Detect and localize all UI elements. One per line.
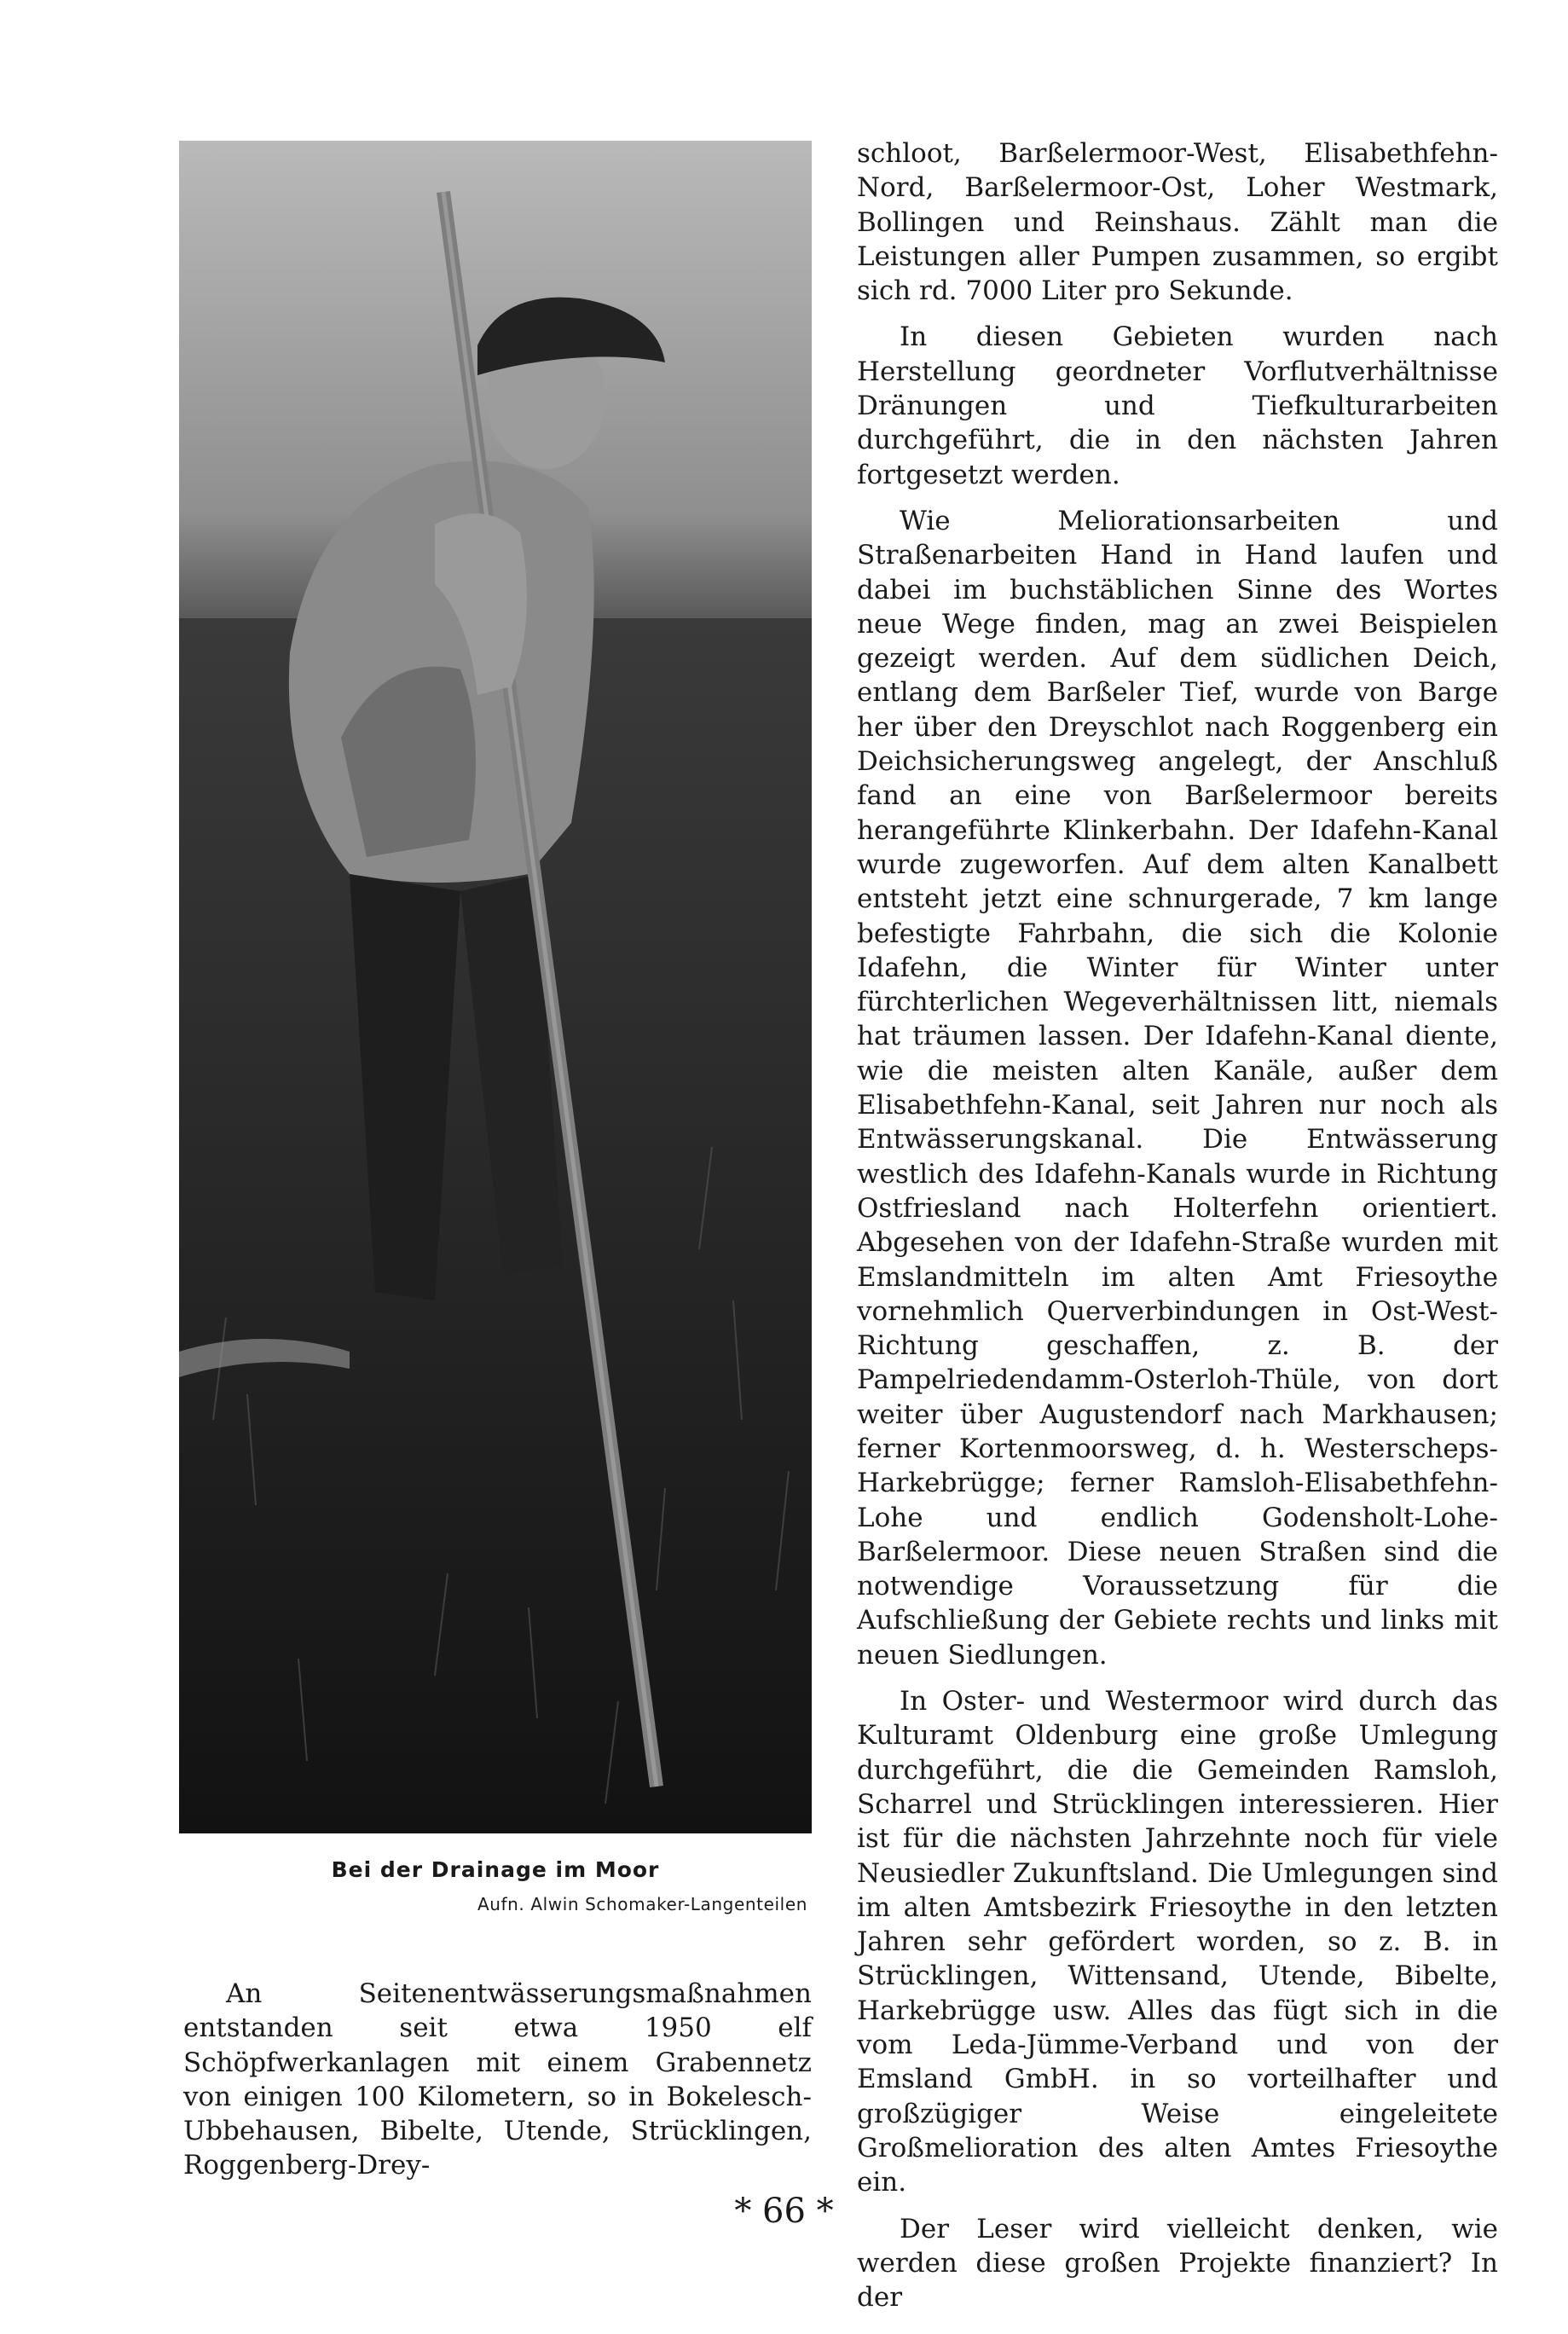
photo-drainage-in-moor — [179, 141, 812, 1833]
left-column-text — [183, 1977, 812, 2183]
paragraph: In diesen Gebieten wurden nach Herstellung geordneter Vorflutverhältnisse Dränungen und Tiefkulturarbeiten durchgeführt, die in den nächsten Jahren fortgesetzt werden. — [857, 321, 1498, 490]
paragraph: Wie Meliorationsarbeiten und Straßenarbeiten Hand in Hand laufen und dabei im buchstäblichen Sinne des Wortes neue Wege finden, mag an zwei Beispielen gezeigt werden. Auf dem südlichen Deich, entlang dem Barßeler Tief, wurde von Barge her über den Dreyschlot nach Roggenberg ein Deichsicherungsweg angelegt, der Anschluß fand an eine von Barßelermoor bereits herangeführte Klinkerbahn. Der Idafehn-Kanal wurde zugeworfen. Auf dem alten Kanalbett entsteht jetzt eine schnurgerade, 7 km lange befestigte Fahrbahn, die sich die Kolonie Idafehn, die Winter für Winter unter fürchterlichen Wegeverhältnissen litt, niemals hat träumen lassen. Der Idafehn-Kanal diente, wie die meisten alten Kanäle, außer dem Elisabethfehn-Kanal, seit Jahren nur noch als Entwässerungskanal. Die Entwässerung westlich des Idafehn-Kanals wurde in Richtung Ostfriesland nach Holterfehn orientiert. Abgesehen von der Idafehn-Straße wurden mit Emslandmitteln im alten Amt Friesoythe vornehmlich Querverbindungen in Ost-West-Richtung geschaffen, z. B. der Pampelriedendamm-Osterloh-Thüle, von dort weiter über Augustendorf nach Markhausen; ferner Kortenmoorsweg, d. h. Westerscheps-Harkebrügge; ferner Ramsloh-Elisabethfehn-Lohe und endlich Godensholt-Lohe-Barßelermoor. Diese neuen Straßen sind die notwendige Voraussetzung für die Aufschließung der Gebiete rechts und links mit neuen Siedlungen. — [857, 505, 1498, 1671]
page-number: * 66 * — [734, 2192, 834, 2231]
right-column-text — [857, 136, 1498, 2326]
paragraph: Der Leser wird vielleicht denken, wie werden diese großen Projekte finanziert? In der — [857, 2213, 1498, 2314]
caption-title: Bei der Drainage im Moor — [331, 1857, 660, 1882]
paragraph: In Oster- und Westermoor wird durch das Kulturamt Oldenburg eine große Umlegung durchgeführt, die die Gemeinden Ramsloh, Scharrel und Strücklingen interessieren. Hier ist für die nächsten Jahrzehnte noch für viele Neusiedler Zukunftsland. Die Umlegungen sind im alten Amtsbezirk Friesoythe in den letzten Jahren sehr gefördert worden, so z. B. in Strücklingen, Wittensand, Utende, Bibelte, Harkebrügge usw. Alles das fügt sich in die vom Leda-Jümme-Verband und von der Emsland GmbH. in so vorteilhafter und großzügiger Weise eingeleitete Großmelioration des alten Amtes Friesoythe ein. — [857, 1686, 1498, 2198]
paragraph: An Seitenentwässerungsmaßnahmen entstanden seit etwa 1950 elf Schöpfwerkanlagen mit einem Grabennetz von einigen 100 Kilometern, so in Bokelesch-Ubbehausen, Bibelte, Utende, Strücklingen, Roggenberg-Drey- — [183, 1978, 812, 2181]
caption-credit: Aufn. Alwin Schomaker-Langenteilen — [477, 1894, 807, 1914]
paragraph: schloot, Barßelermoor-West, Elisabethfehn-Nord, Barßelermoor-Ost, Loher Westmark, Bollingen und Reinshaus. Zählt man die Leistungen aller Pumpen zusammen, so ergibt sich rd. 7000 Liter pro Sekunde. — [857, 138, 1498, 307]
photo-image — [179, 141, 812, 1833]
photo-caption — [179, 1857, 812, 1914]
